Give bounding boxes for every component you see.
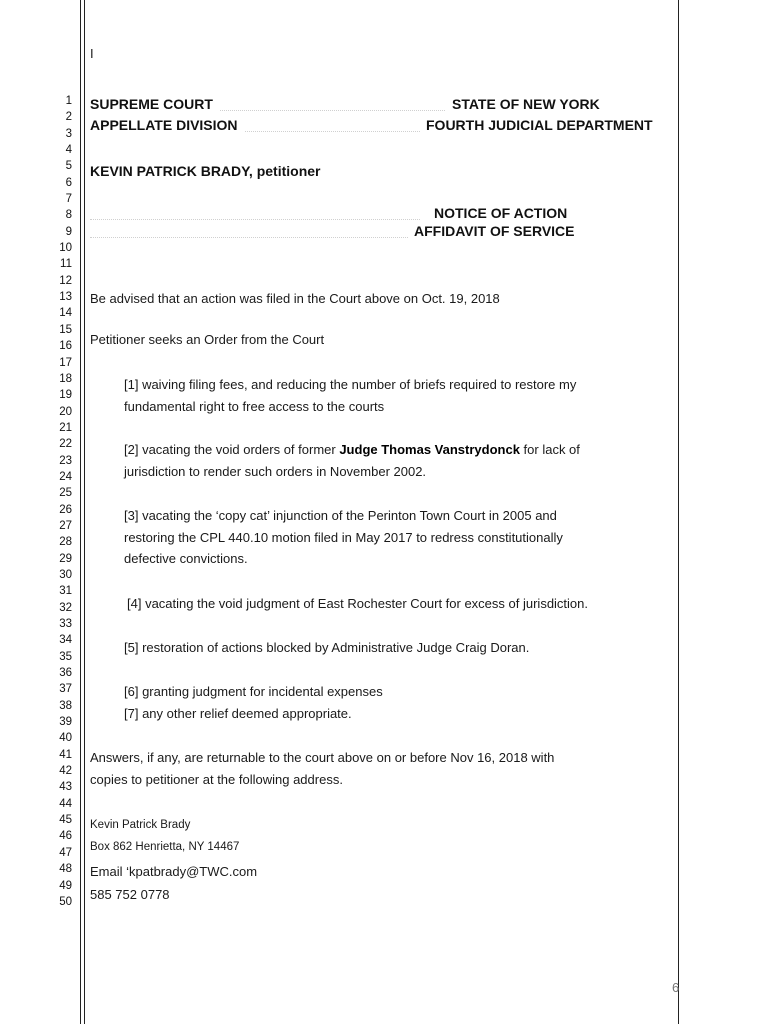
document-subtitle: AFFIDAVIT OF SERVICE [414,223,575,239]
line-number: 22 [59,438,72,451]
line-number: 42 [59,765,72,778]
line-number: 25 [59,487,72,500]
line-numbers [50,93,72,910]
line-number: 11 [60,258,72,271]
line-number: 12 [59,274,72,287]
answers-paragraph-line-2: copies to petitioner at the following address. [90,772,343,787]
line-number: 18 [59,372,72,385]
answers-paragraph-line-1: Answers, if any, are returnable to the court above on or before Nov 16, 2018 with [90,750,555,765]
margin-rule-left-inner [84,0,85,1024]
line-number: 41 [59,748,72,761]
line-number: 5 [65,160,72,173]
line-number: 44 [59,797,72,810]
line-number: 9 [65,225,72,238]
margin-rule-left-outer [80,0,81,1024]
line-number: 31 [59,585,72,598]
relief-item-3-line-2: restoring the CPL 440.10 motion filed in May 2017 to redress constitutionally [124,530,563,545]
line-number: 19 [59,389,72,402]
court-name: SUPREME COURT [90,96,213,112]
relief-item-7: [7] any other relief deemed appropriate. [124,706,352,721]
contact-phone: 585 752 0778 [90,887,170,902]
line-number: 35 [59,650,72,663]
relief-item-1-line-2: fundamental right to free access to the courts [124,399,385,414]
line-number: 43 [59,781,72,794]
leader-dots [90,219,420,220]
relief-item-3-line-1: [3] vacating the ‘copy cat’ injunction of the Perinton Town Court in 2005 and [124,508,557,523]
court-state: STATE OF NEW YORK [452,96,600,112]
line-number: 20 [59,405,72,418]
line-number: 48 [59,863,72,876]
leader-dots [90,237,408,238]
line-number: 17 [59,356,72,369]
relief-item-2-line-2: jurisdiction to render such orders in November 2002. [124,464,427,479]
contact-name: Kevin Patrick Brady [90,819,191,831]
line-number: 8 [65,209,72,222]
line-number: 23 [59,454,72,467]
line-number: 15 [59,323,72,336]
line-number: 29 [59,552,72,565]
leader-dots [220,110,445,111]
line-number: 26 [59,503,72,516]
line-number: 27 [59,519,72,532]
document-title: NOTICE OF ACTION [434,205,568,221]
line-number: 45 [59,814,72,827]
line-number: 34 [59,634,72,647]
party-name: KEVIN PATRICK BRADY, petitioner [90,163,321,179]
contact-address: Box 862 Henrietta, NY 14467 [90,841,240,853]
line-number: 33 [59,618,72,630]
line-number: 32 [59,601,72,614]
line-number: 24 [59,470,72,483]
margin-rule-right [678,0,679,1024]
line-number: 16 [59,340,72,353]
stray-mark: I [90,46,94,61]
line-number: 37 [59,683,72,696]
judge-name: Judge Thomas Vanstrydonck [339,442,520,457]
relief-intro: Petitioner seeks an Order from the Court [90,332,325,347]
line-number: 4 [65,144,72,157]
relief-item-2-line-1 [124,442,580,457]
relief-item-2-text-pre: [2] vacating the void orders of former [124,442,340,457]
leader-dots [245,131,420,132]
line-number: 30 [59,568,72,581]
line-number: 46 [59,830,72,843]
relief-item-5: [5] restoration of actions blocked by Administrative Judge Craig Doran. [124,640,530,655]
page-number: 6 [672,980,680,995]
relief-item-1-line-1: [1] waiving filing fees, and reducing the number of briefs required to restore my [124,377,577,392]
line-number: 40 [59,732,72,745]
line-number: 7 [65,193,72,206]
line-number: 10 [59,242,72,255]
line-number: 13 [59,291,72,304]
line-number: 2 [65,111,72,124]
line-number: 38 [59,699,72,712]
line-number: 21 [59,421,72,434]
line-number: 1 [65,95,72,107]
line-number: 3 [65,127,72,140]
notice-paragraph: Be advised that an action was filed in the Court above on Oct. 19, 2018 [90,291,500,306]
court-department: FOURTH JUDICIAL DEPARTMENT [426,117,653,133]
relief-item-3-line-3: defective convictions. [124,551,248,566]
relief-item-4: [4] vacating the void judgment of East Rochester Court for excess of jurisdiction. [127,596,589,611]
line-number: 49 [59,879,72,892]
line-number: 6 [65,176,72,189]
line-number: 39 [59,716,72,729]
line-number: 14 [59,307,72,320]
line-number: 50 [59,895,72,908]
line-number: 47 [59,846,72,859]
line-number: 36 [59,667,72,680]
contact-email: Email ‘kpatbrady@TWC.com [90,864,258,879]
court-division: APPELLATE DIVISION [90,117,238,133]
relief-item-6: [6] granting judgment for incidental expenses [124,684,383,699]
line-number: 28 [59,536,72,549]
relief-item-2-text-post: for lack of [519,442,580,457]
